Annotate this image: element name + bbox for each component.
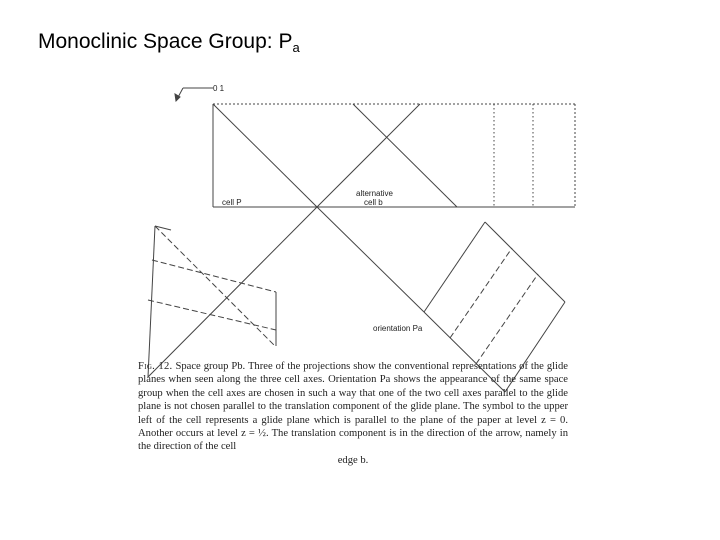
figure-caption <box>138 360 568 467</box>
glide-plane-dotted-lines <box>494 104 533 207</box>
figure-number: Fig. 12. <box>138 361 173 372</box>
caption-body: Space group Pb. Three of the projections show the conventional representations of the glide planes when seen along the three cell axes. Orientation Pa shows the appearance of the same space group when the cell axes are chosen in such a way that one of the two cell axes parallel to the glide plane is not chosen parallel to the translation component of the glide plane. The symbol to the upper left of the cell represents a glide plane which is parallel to the plane of the paper at level z = 0. Another occurs at level z = ½. The translation component is in the direction of the arrow, namely in the direction of the cell <box>138 361 568 453</box>
cell-p-rectangle <box>213 104 575 207</box>
alternative-cell-label-line2: cell b <box>364 198 383 207</box>
diagonal-cell-edges <box>148 104 457 377</box>
caption-last-line: edge b. <box>337 454 369 466</box>
cell-p-label: cell P <box>222 198 242 207</box>
glide-plane-symbol <box>175 88 213 101</box>
title-main: Monoclinic Space Group: P <box>38 30 293 53</box>
left-slanted-cell <box>148 226 276 377</box>
orientation-pa-label: orientation Pa <box>373 324 423 333</box>
glide-symbol-label: 0 1 <box>213 84 225 93</box>
title-subscript: a <box>292 40 300 55</box>
alternative-cell-label-line1: alternative <box>356 189 393 198</box>
